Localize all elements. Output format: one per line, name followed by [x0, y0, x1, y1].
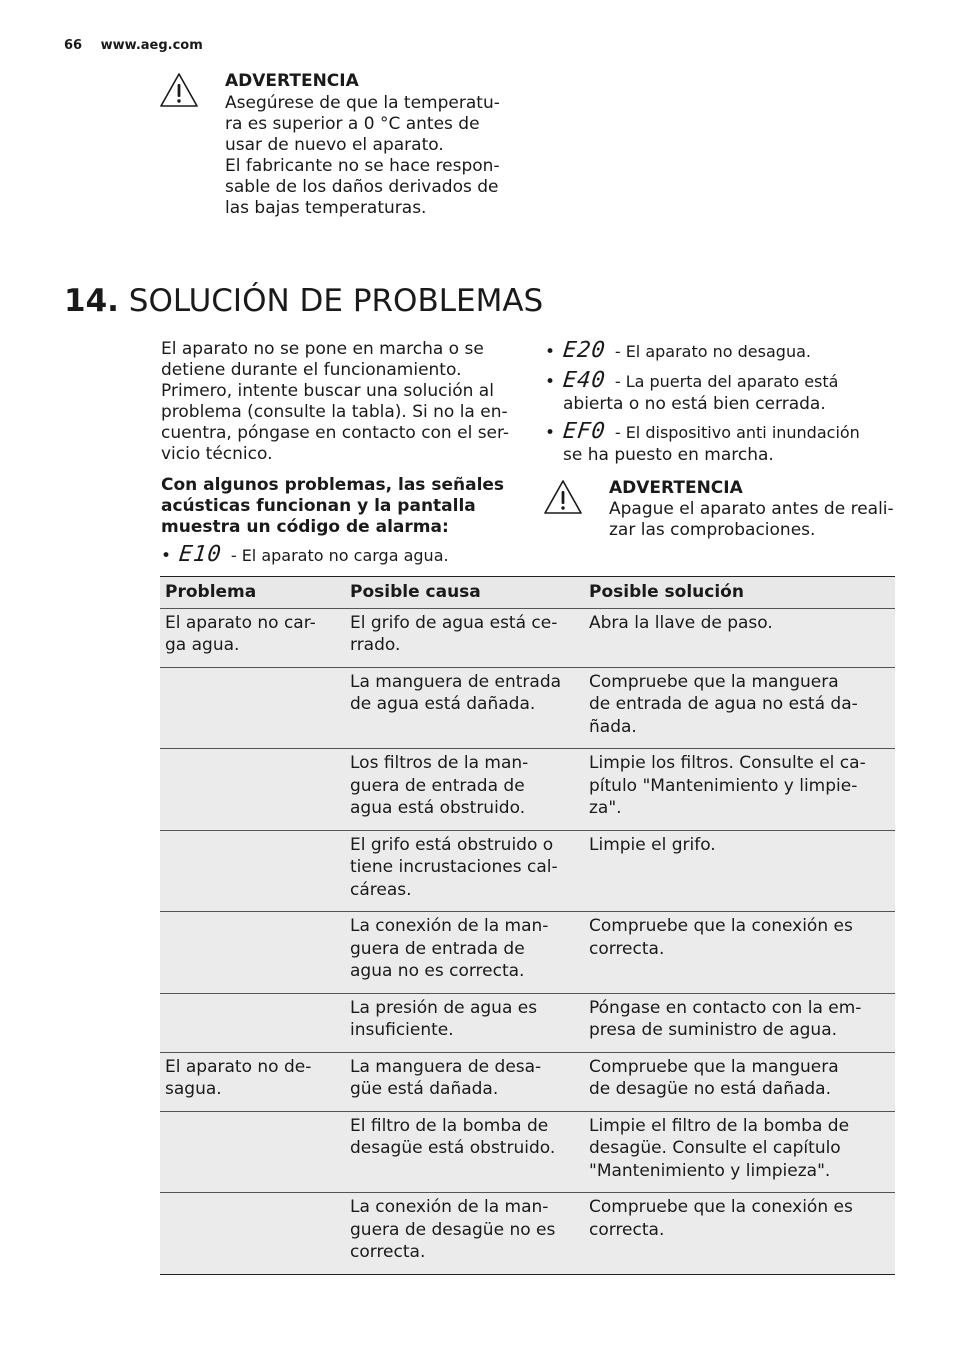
section-title-text: SOLUCIÓN DE PROBLEMAS [128, 283, 544, 319]
problem-cell [160, 667, 345, 749]
table-row [160, 667, 895, 749]
warning-icon [543, 479, 583, 515]
alarm-description: - El aparato no desagua. [609, 342, 811, 361]
alarm-intro: Con algunos problemas, las señales acústicas funcionan y la pantalla muestra un código de alarma: [161, 475, 505, 537]
bullet: • [545, 372, 556, 392]
alarm-code: EF0 [561, 419, 608, 444]
solution-cell: Compruebe que la manguera de entrada de agua no está da- ñada. [584, 667, 895, 749]
column-header-cause: Posible causa [345, 577, 584, 609]
cause-cell: La presión de agua es insuficiente. [345, 993, 584, 1052]
alarm-description-cont: abierta o no está bien cerrada. [563, 394, 826, 414]
alarm-item [545, 340, 811, 363]
table-row [160, 749, 895, 831]
section-title [64, 282, 543, 320]
cause-cell: El filtro de la bomba de desagüe está obstruido. [345, 1111, 584, 1193]
problem-cell [160, 1111, 345, 1193]
warning-text: Apague el aparato antes de reali- zar las comprobaciones. [609, 499, 894, 540]
problem-cell [160, 912, 345, 994]
table-row [160, 912, 895, 994]
problem-cell: El aparato no car- ga agua. [160, 608, 345, 667]
warning-text: Asegúrese de que la temperatu- ra es superior a 0 °C antes de usar de nuevo el aparato. El fabricante no se hace respon- sable de los daños derivados de las bajas temperaturas. [225, 93, 500, 218]
alarm-item [545, 421, 860, 444]
solution-cell: Compruebe que la manguera de desagüe no está dañada. [584, 1052, 895, 1111]
cause-cell: El grifo de agua está ce- rrado. [345, 608, 584, 667]
cause-cell: La manguera de desa- güe está dañada. [345, 1052, 584, 1111]
problem-cell [160, 993, 345, 1052]
alarm-description: - El dispositivo anti inundación [609, 423, 860, 442]
solution-cell: Abra la llave de paso. [584, 608, 895, 667]
table-header-row [160, 577, 895, 609]
alarm-code: E20 [561, 338, 608, 363]
problem-cell [160, 1193, 345, 1275]
alarm-code: E40 [561, 368, 608, 393]
solution-cell: Limpie el grifo. [584, 830, 895, 912]
table-row [160, 1052, 895, 1111]
alarm-item [161, 544, 449, 567]
column-header-solution: Posible solución [584, 577, 895, 609]
alarm-description: - La puerta del aparato está [609, 372, 839, 391]
problem-cell [160, 830, 345, 912]
troubleshooting-table [160, 576, 895, 1275]
warning-title: ADVERTENCIA [225, 71, 359, 91]
alarm-description: - El aparato no carga agua. [225, 546, 449, 565]
alarm-code: E10 [177, 542, 224, 567]
site-url: www.aeg.com [100, 38, 203, 53]
solution-cell: Limpie los filtros. Consulte el ca- pítulo "Mantenimiento y limpie- za". [584, 749, 895, 831]
table-row [160, 1193, 895, 1275]
warning-title: ADVERTENCIA [609, 478, 743, 498]
table-row [160, 830, 895, 912]
problem-cell: El aparato no de- sagua. [160, 1052, 345, 1111]
cause-cell: La conexión de la man- guera de entrada de agua no es correcta. [345, 912, 584, 994]
cause-cell: Los filtros de la man- guera de entrada de agua está obstruido. [345, 749, 584, 831]
page-header [64, 38, 203, 53]
alarm-description-cont: se ha puesto en marcha. [563, 445, 774, 465]
table-row [160, 608, 895, 667]
solution-cell: Compruebe que la conexión es correcta. [584, 1193, 895, 1275]
bullet: • [545, 342, 556, 362]
section-number: 14. [64, 283, 119, 319]
cause-cell: El grifo está obstruido o tiene incrustaciones cal- cáreas. [345, 830, 584, 912]
problem-cell [160, 749, 345, 831]
bullet: • [545, 423, 556, 443]
intro-paragraph: El aparato no se pone en marcha o se detiene durante el funcionamiento. Primero, intente buscar una solución al problema (consulte la tabla). Si no la en- cuentra, póngase en contacto con el ser- vicio técnico. [161, 339, 510, 464]
table-row [160, 1111, 895, 1193]
alarm-item [545, 370, 838, 393]
solution-cell: Limpie el filtro de la bomba de desagüe. Consulte el capítulo "Mantenimiento y limpieza". [584, 1111, 895, 1193]
table-row [160, 993, 895, 1052]
bullet: • [161, 546, 172, 566]
cause-cell: La conexión de la man- guera de desagüe no es correcta. [345, 1193, 584, 1275]
solution-cell: Compruebe que la conexión es correcta. [584, 912, 895, 994]
solution-cell: Póngase en contacto con la em- presa de suministro de agua. [584, 993, 895, 1052]
cause-cell: La manguera de entrada de agua está dañada. [345, 667, 584, 749]
column-header-problem: Problema [160, 577, 345, 609]
warning-icon [159, 72, 199, 108]
page-number: 66 [64, 38, 83, 53]
